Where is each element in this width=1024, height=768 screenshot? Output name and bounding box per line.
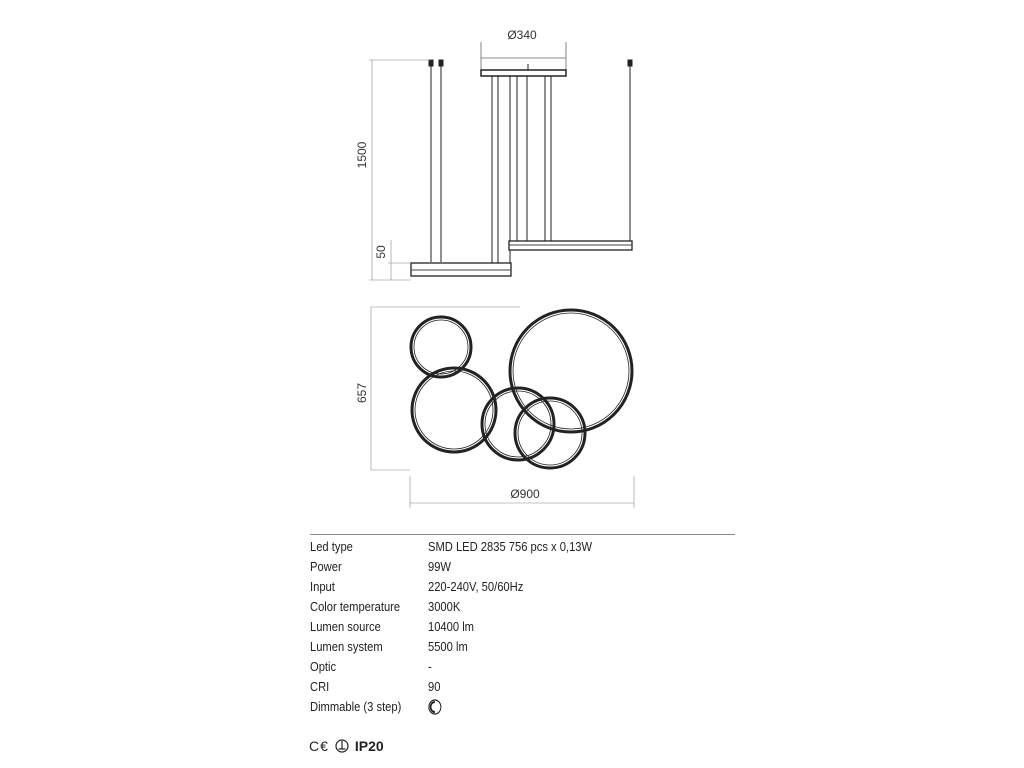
side-elevation <box>369 42 632 280</box>
spec-row <box>310 617 735 637</box>
spec-label: Lumen source <box>310 619 381 634</box>
spec-value: 5500 lm <box>428 639 468 654</box>
spec-value: 220-240V, 50/60Hz <box>428 579 524 594</box>
spec-table <box>310 534 735 717</box>
class-iii-icon <box>335 739 349 753</box>
spec-value: 10400 lm <box>428 619 474 634</box>
top-diameter-label: Ø340 <box>507 28 537 42</box>
spec-value: - <box>428 659 432 674</box>
spec-row <box>310 557 735 577</box>
spec-row <box>310 537 735 557</box>
certifications <box>309 738 384 754</box>
spec-label: Optic <box>310 659 337 674</box>
depth-label: 657 <box>355 382 369 404</box>
spec-label: CRI <box>310 679 330 694</box>
dimmable-icon <box>428 699 442 715</box>
spec-row <box>310 657 735 677</box>
spec-value: SMD LED 2835 756 pcs x 0,13W <box>428 539 593 554</box>
ring-large <box>510 310 632 432</box>
spec-row <box>310 677 735 697</box>
spec-row <box>310 697 735 717</box>
spec-value: 90 <box>428 679 441 694</box>
spec-label: Lumen system <box>310 639 383 654</box>
spec-label: Dimmable (3 step) <box>310 699 402 714</box>
spec-row <box>310 577 735 597</box>
plan-view <box>371 307 634 508</box>
ring-height-label: 50 <box>374 245 388 259</box>
diameter-label: Ø900 <box>510 487 540 501</box>
ip-rating: IP20 <box>354 738 384 754</box>
spec-label: Power <box>310 559 342 574</box>
ce-mark: C€ <box>309 738 329 754</box>
spec-label: Input <box>310 579 335 594</box>
spec-value: 99W <box>428 559 451 574</box>
spec-row <box>310 637 735 657</box>
spec-label: Color temperature <box>310 599 401 614</box>
spec-value <box>428 697 442 717</box>
spec-label: Led type <box>310 539 353 554</box>
spec-row <box>310 597 735 617</box>
height-label: 1500 <box>355 141 369 169</box>
spec-value: 3000K <box>428 599 461 614</box>
